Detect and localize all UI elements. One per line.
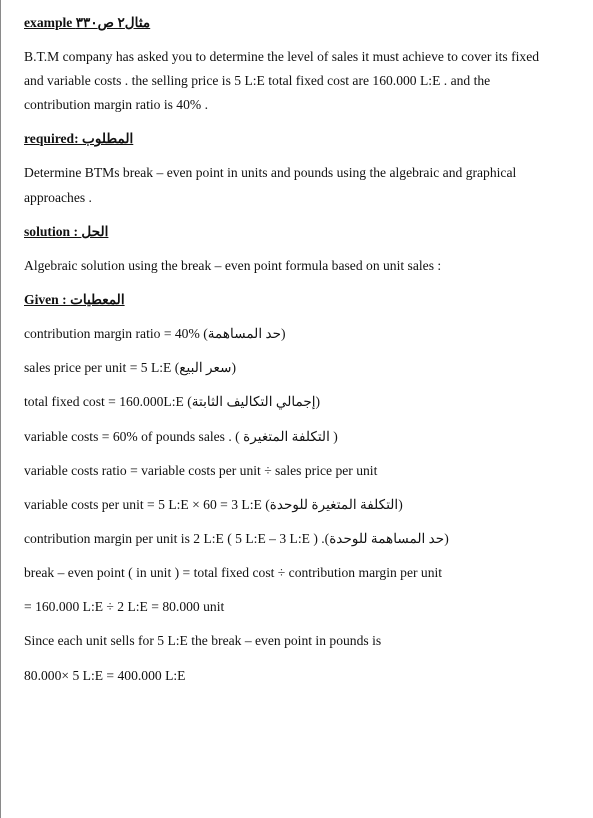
- solution-intro: Algebraic solution using the break – even point formula based on unit sales :: [24, 258, 442, 273]
- given-contribution-margin-ratio: contribution margin ratio = 40% (حد المساهمة): [24, 326, 286, 341]
- intro-line-1: B.T.M company has asked you to determine the level of sales it must achieve to cover its fixed: [24, 49, 540, 64]
- given-heading: Given : المعطيات: [24, 292, 125, 307]
- solution-heading: solution : الحل: [24, 224, 109, 239]
- break-even-units-result: = 160.000 L:E ÷ 2 L:E = 80.000 unit: [24, 599, 225, 614]
- required-heading: required: المطلوب: [24, 131, 134, 146]
- given-variable-costs: variable costs = 60% of pounds sales . ( التكلفة المتغيرة ): [24, 429, 338, 444]
- break-even-formula: break – even point ( in unit ) = total fixed cost ÷ contribution margin per unit: [24, 565, 443, 580]
- break-even-pounds-result: 80.000× 5 L:E = 400.000 L:E: [24, 668, 186, 683]
- given-total-fixed-cost: total fixed cost = 160.000L:E (إجمالي التكاليف الثابتة): [24, 394, 321, 409]
- example-heading: example مثال٢ ص٣٣٠: [24, 15, 151, 30]
- given-variable-cost-per-unit: variable costs per unit = 5 L:E × 60 = 3 L:E (التكلفة المتغيرة للوحدة): [24, 497, 403, 512]
- given-sales-price: sales price per unit = 5 L:E (سعر البيع): [24, 360, 237, 375]
- given-contribution-margin-per-unit: contribution margin per unit is 2 L:E ( 5 L:E – 3 L:E ) .(حد المساهمة للوحدة): [24, 531, 449, 546]
- intro-line-3: contribution margin ratio is 40% .: [24, 97, 208, 112]
- required-line-1: Determine BTMs break – even point in units and pounds using the algebraic and graphical: [24, 165, 517, 180]
- given-variable-costs-ratio: variable costs ratio = variable costs per unit ÷ sales price per unit: [24, 463, 378, 478]
- required-line-2: approaches .: [24, 190, 92, 205]
- page-left-border: [0, 0, 1, 818]
- break-even-pounds-intro: Since each unit sells for 5 L:E the break – even point in pounds is: [24, 633, 382, 648]
- intro-line-2: and variable costs . the selling price is 5 L:E total fixed cost are 160.000 L:E . and the: [24, 73, 491, 88]
